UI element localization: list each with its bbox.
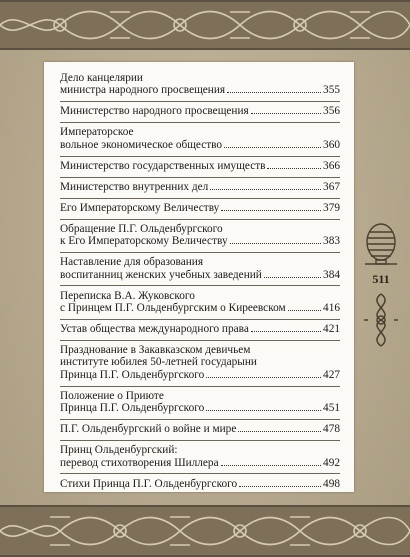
toc-entry-title-line: Дело канцелярии [60, 72, 143, 84]
dot-leader [227, 84, 321, 93]
knot-ornament-icon [362, 292, 400, 348]
toc-entry-title: Министерство внутренних дел [60, 180, 209, 193]
toc-entry-last-line [60, 402, 340, 414]
entry-divider [60, 156, 340, 157]
toc-entry-title: П.Г. Ольденбургский о войне и мире [60, 423, 237, 436]
dot-leader [251, 323, 321, 332]
toc-entry-last-line [60, 139, 340, 151]
entry-divider [60, 101, 340, 102]
entry-divider [60, 219, 340, 220]
toc-entry-title-line: Переписка В.А. Жуковского [60, 289, 195, 302]
entry-divider [60, 440, 340, 441]
toc-entry-title: перевод стихотворения Шиллера [60, 456, 219, 469]
dot-leader [230, 235, 321, 244]
bottom-ornament-band [0, 505, 410, 557]
dot-leader [264, 269, 321, 278]
toc-entry-page: 379 [323, 201, 340, 214]
toc-entry-page: 451 [323, 402, 340, 415]
toc-entry-title-line: Положение о Приюте [60, 389, 164, 402]
toc-entry-page: 355 [323, 84, 340, 97]
toc-entry-title: Стихи Принца П.Г. Ольденбургского [60, 477, 238, 490]
toc-entry [60, 444, 340, 469]
toc-entry [60, 423, 340, 435]
toc-entry-last-line [60, 269, 340, 281]
toc-entry-title-line: Императорское [60, 126, 134, 139]
beehive-icon [362, 218, 400, 266]
toc-entry [60, 72, 340, 97]
entry-divider [60, 122, 340, 123]
entry-divider [60, 198, 340, 199]
toc-entry-page: 492 [323, 456, 340, 469]
entry-divider [60, 319, 340, 320]
entry-divider [60, 252, 340, 253]
toc-entry-last-line [60, 323, 340, 335]
toc-entry-title: министра народного просвещения [60, 84, 226, 97]
dot-leader [221, 202, 321, 211]
page-number: 511 [372, 272, 390, 286]
dot-leader [206, 402, 321, 411]
top-ornament-band [0, 0, 410, 50]
toc-entry-title: воспитанниц женских учебных заведений [60, 268, 262, 281]
toc-entry-page: 498 [323, 477, 340, 490]
toc-entry-last-line [60, 457, 340, 469]
toc-entry [60, 202, 340, 214]
toc-entry [60, 223, 340, 248]
toc-entry-title: Министерство народного просвещения [60, 105, 249, 118]
entry-divider [60, 419, 340, 420]
bottom-knot-ornament-icon [0, 507, 410, 555]
dot-leader [210, 181, 321, 190]
toc-entry [60, 126, 340, 151]
toc-entry [60, 390, 340, 415]
toc-entry-page: 366 [323, 159, 340, 172]
toc-entry [60, 478, 340, 490]
toc-entry-last-line [60, 478, 340, 490]
toc-entry-title-line: Принц Ольденбургский: [60, 444, 178, 457]
toc-entry-title: с Принцем П.Г. Ольденбургским о Киреевском [60, 302, 286, 314]
toc-entry-page: 384 [323, 268, 340, 281]
top-knot-ornament-icon [0, 2, 410, 48]
toc-entry-last-line [60, 202, 340, 214]
toc-entry-last-line [60, 160, 340, 172]
table-of-contents [44, 62, 354, 492]
toc-entry [60, 181, 340, 193]
dot-leader [221, 457, 321, 466]
dot-leader [224, 139, 321, 148]
toc-entry-last-line [60, 84, 340, 96]
toc-entry-title-line: институте юбилея 50-летней государыни [60, 356, 257, 369]
toc-entry-last-line [60, 105, 340, 117]
dot-leader [267, 160, 321, 169]
toc-entry-last-line [60, 235, 340, 247]
toc-entry-title: Устав общества международного права [60, 323, 249, 335]
toc-entry-page: 383 [323, 235, 340, 248]
entry-divider [60, 340, 340, 341]
toc-entry [60, 160, 340, 172]
toc-entry-title: к Его Императорскому Величеству [60, 235, 228, 248]
toc-entry-last-line [60, 302, 340, 314]
entry-divider [60, 177, 340, 178]
toc-entry [60, 105, 340, 117]
toc-entry-page: 427 [323, 368, 340, 381]
toc-entry-title: Принца П.Г. Ольденбургского [60, 368, 205, 381]
toc-entry-last-line [60, 181, 340, 193]
entry-divider [60, 285, 340, 286]
toc-entry-last-line [60, 423, 340, 435]
toc-entry-title: Принца П.Г. Ольденбургского [60, 402, 205, 415]
toc-entry-last-line [60, 369, 340, 381]
toc-entry-title-line: Наставление для образования [60, 256, 204, 269]
toc-entry-page: 416 [323, 302, 340, 314]
toc-entry-title: вольное экономическое общество [60, 138, 223, 151]
dot-leader [251, 105, 321, 114]
dot-leader [206, 369, 321, 378]
toc-entry-page: 421 [323, 323, 340, 335]
toc-entry [60, 344, 340, 381]
toc-entry-title-line: Празднование в Закавказском девичьем [60, 344, 251, 356]
toc-entry-page: 478 [323, 423, 340, 436]
toc-entry-page: 356 [323, 105, 340, 118]
toc-entry [60, 256, 340, 281]
toc-entry [60, 323, 340, 335]
toc-entry-page: 360 [323, 138, 340, 151]
dot-leader [238, 423, 321, 432]
toc-entry-title-line: Обращение П.Г. Ольденбургского [60, 222, 223, 235]
entry-divider [60, 473, 340, 474]
dot-leader [239, 478, 321, 487]
toc-entry-title: Его Императорскому Величеству [60, 201, 220, 214]
entry-divider [60, 386, 340, 387]
dot-leader [288, 302, 321, 311]
toc-entry-page: 367 [323, 180, 340, 193]
toc-entry-title: Министерство государственных имуществ [60, 159, 266, 172]
toc-entry [60, 290, 340, 315]
